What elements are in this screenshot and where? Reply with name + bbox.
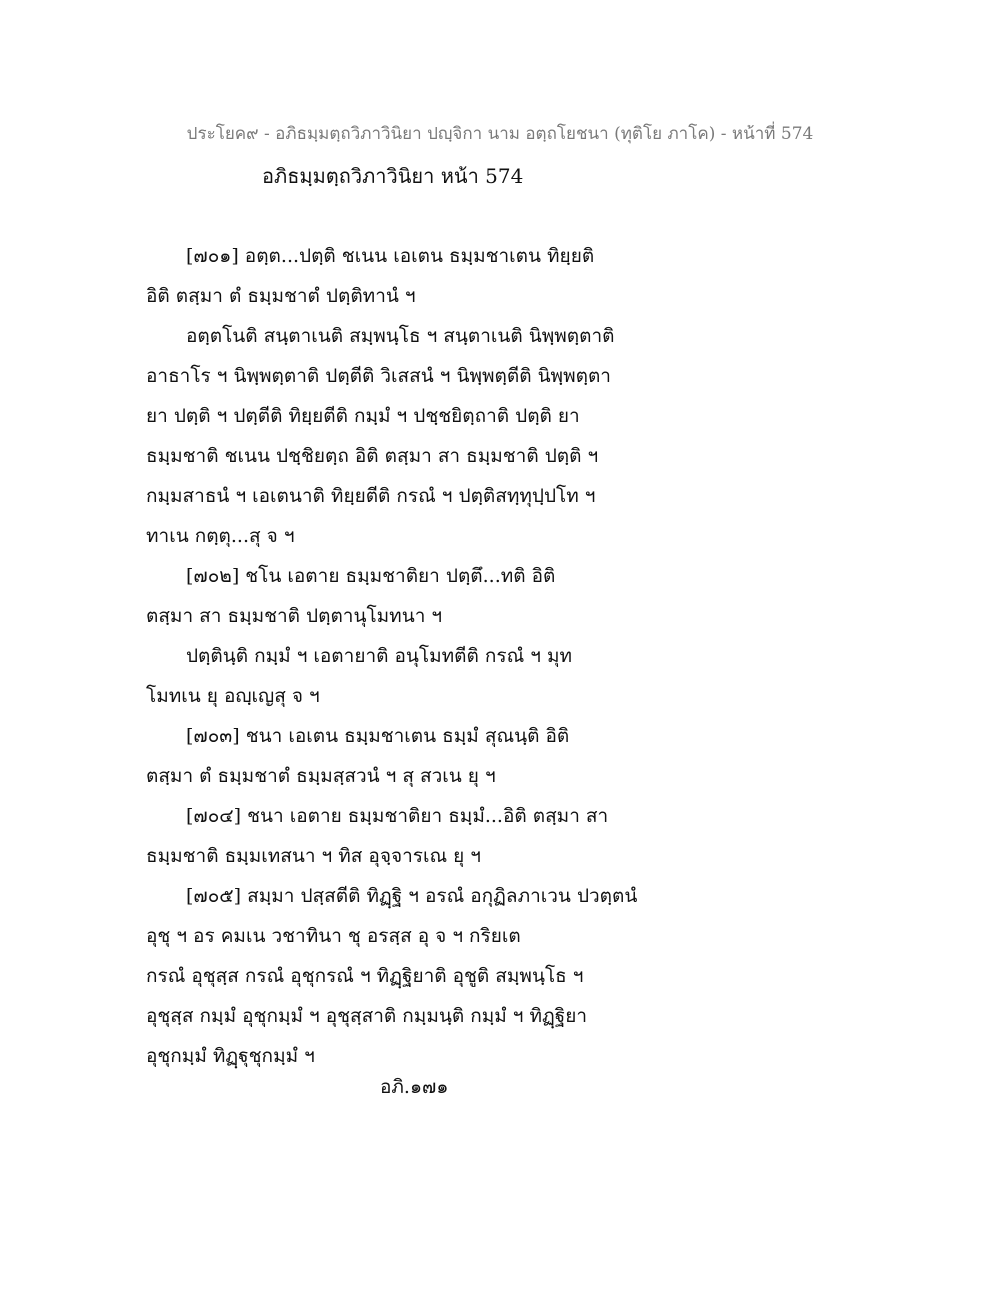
paragraph-line: [๗๐๕] สมฺมา ปสฺสตีติ ทิฏฺฐิ ฯ อรณํ อกุฏิลภาเวน ปวตฺตนํ [186,885,638,907]
paragraph-line: ทาเน กตฺตุ...สุ จ ฯ [146,525,295,547]
paragraph-line: [๗๐๓] ชนา เอเตน ธมฺมชาเตน ธมฺมํ สุณนฺติ อิติ [186,725,570,747]
paragraph-line: อุชุสฺส กมฺมํ อุชุกมฺมํ ฯ อุชุสฺสาติ กมฺมนฺติ กมฺมํ ฯ ทิฏฺฐิยา [146,1005,588,1027]
paragraph-line: ตสฺมา สา ธมฺมชาติ ปตฺตานุโมทนา ฯ [146,605,443,627]
body-text [146,236,866,1076]
paragraph-line: ตสฺมา ตํ ธมฺมชาตํ ธมฺมสฺสวนํ ฯ สุ สวเน ยุ ฯ [146,765,496,787]
paragraph-line: กมฺมสาธนํ ฯ เอเตนาติ ทิยฺยตีติ กรณํ ฯ ปตฺติสทฺทุปฺปโท ฯ [146,485,596,507]
book-title: อภิธมฺมตฺถวิภาวินิยา หน้า 574 [262,164,524,188]
paragraph-line: อาธาโร ฯ นิพฺพตฺตาติ ปตฺตีติ วิเสสนํ ฯ นิพฺพตฺตีติ นิพฺพตฺตา [146,365,611,387]
page-footer: อภิ.๑๗๑ [380,1076,449,1098]
paragraph-line: ปตฺตินฺติ กมฺมํ ฯ เอตายาติ อนุโมทตีติ กรณํ ฯ มุท [186,645,573,667]
paragraph-line: กรณํ อุชุสฺส กรณํ อุชุกรณํ ฯ ทิฏฺฐิยาติ อุชูติ สมฺพนฺโธ ฯ [146,965,584,987]
paragraph-line: ธมฺมชาติ ชเนน ปชฺชิยตฺถ อิติ ตสฺมา สา ธมฺมชาติ ปตฺติ ฯ [146,445,599,467]
paragraph-line: อุชุกมฺมํ ทิฏฺฐุชุกมฺมํ ฯ [146,1045,315,1067]
paragraph-line: โมทเน ยุ อญฺเญสุ จ ฯ [146,685,320,707]
paragraph-line: อุชุ ฯ อร คมเน วชาทินา ชุ อรสฺส อุ จ ฯ กริยเต [146,925,521,947]
paragraph-line: [๗๐๒] ชโน เอตาย ธมฺมชาติยา ปตฺตึ...ทติ อิติ [186,565,556,587]
paragraph-line: [๗๐๔] ชนา เอตาย ธมฺมชาติยา ธมฺมํ...อิติ ตสฺมา สา [186,805,609,827]
paragraph-line: อตฺตโนติ สนฺตาเนติ สมฺพนฺโธ ฯ สนฺตาเนติ นิพฺพตฺตาติ [186,325,615,347]
paragraph-line: ธมฺมชาติ ธมฺมเทสนา ฯ ทิส อุจฺจารเณ ยุ ฯ [146,845,481,867]
paragraph-line: อิติ ตสฺมา ตํ ธมฺมชาตํ ปตฺติทานํ ฯ [146,285,416,307]
paragraph-line: [๗๐๑] อตฺต...ปตฺติ ชเนน เอเตน ธมฺมชาเตน ทิยฺยติ [186,245,595,267]
running-header: ประโยค๙ - อภิธมฺมตฺถวิภาวินิยา ปญฺจิกา นาม อตฺถโยชนา (ทุติโย ภาโค) - หน้าที่ 574 [186,124,814,144]
paragraph-line: ยา ปตฺติ ฯ ปตฺตีติ ทิยฺยตีติ กมฺมํ ฯ ปชฺชยิตฺถาติ ปตฺติ ยา [146,405,580,427]
